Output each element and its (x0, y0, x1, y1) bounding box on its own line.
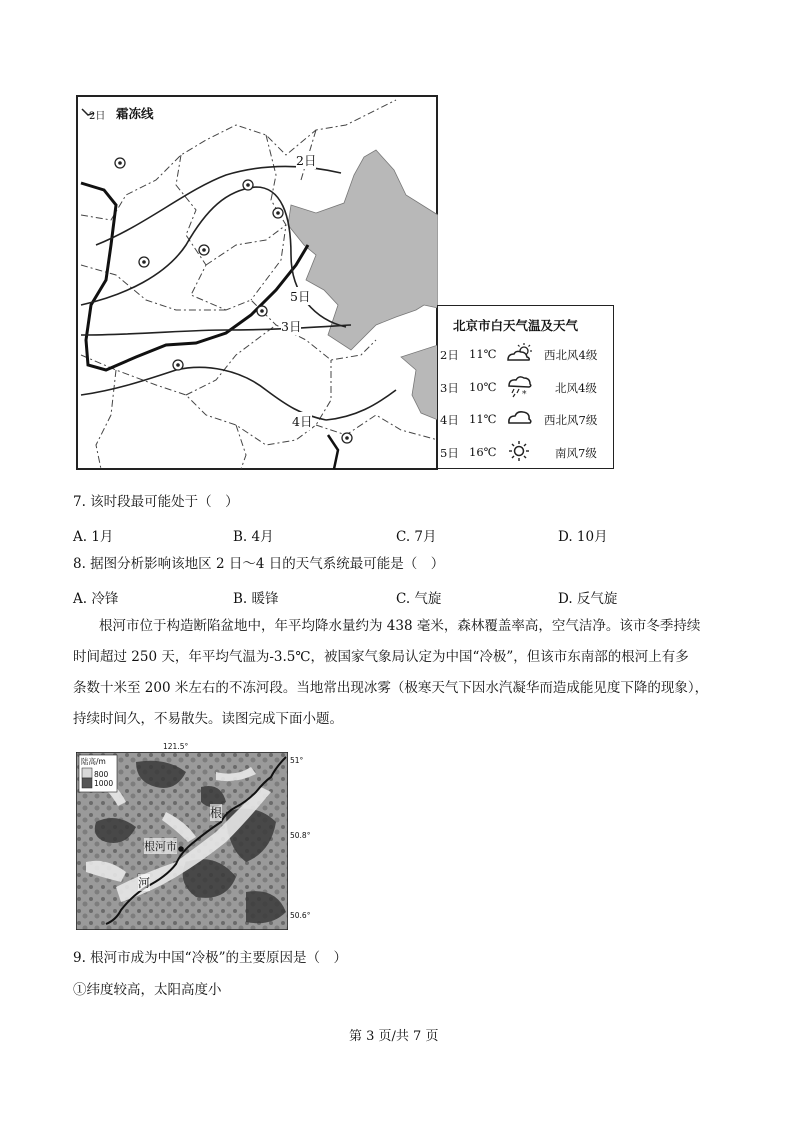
latitude-label-50-8: 50.8° (290, 831, 311, 840)
city-marker-icon (115, 158, 125, 168)
terrain-legend-1000: 1000 (94, 779, 114, 788)
weather-box-title: 北京市白天气温及天气 (453, 318, 579, 333)
passage-line: 条数十米至 200 米左右的不冻河段。当地常出现冰雾（极寒天气下因水汽凝华而造成能见度下降的现象）， (73, 680, 709, 696)
question-8-option-a[interactable]: A. 冷锋 (73, 591, 119, 607)
latitude-label-51: 51° (290, 756, 304, 765)
weather-day: 3日 (440, 381, 459, 395)
place-label-he: 河 (138, 876, 151, 890)
frost-line-label-5: 5日 (290, 289, 311, 304)
city-marker-icon (173, 360, 183, 370)
question-7-option-c[interactable]: C. 7月 (396, 529, 437, 545)
cloudy-icon (506, 408, 534, 426)
page-number: 第 3 页/共 7 页 (349, 1029, 439, 1044)
question-9-stem: 9. 根河市成为中国“冷极”的主要原因是（ ） (73, 950, 347, 966)
place-label-genhe-city: 根河市 (144, 840, 177, 853)
partly-cloudy-icon (506, 343, 534, 363)
frost-line-legend-label: 霜冻线 (116, 106, 154, 121)
frost-line-map (76, 95, 438, 470)
weather-day: 2日 (440, 348, 459, 362)
place-label-gen: 根 (210, 806, 223, 820)
frost-line-label-2: 2日 (296, 153, 317, 168)
longitude-label: 121.5° (163, 742, 189, 751)
city-marker-icon (139, 257, 149, 267)
weather-wind: 南风7级 (555, 446, 597, 460)
weather-wind: 西北风4级 (544, 348, 598, 362)
question-7-option-a[interactable]: A. 1月 (73, 529, 114, 545)
terrain-legend-800: 800 (94, 770, 109, 779)
weather-wind: 西北风7级 (544, 413, 598, 427)
city-marker-icon (273, 208, 283, 218)
frost-line-label-3: 3日 (281, 319, 302, 334)
weather-day: 4日 (440, 413, 459, 427)
terrain-legend-title: 陆高/m (81, 757, 106, 766)
passage-line: 时间超过 250 天，年平均气温为-3.5℃，被国家气象局认定为中国“冷极”，但该市东南部的根河上有多 (73, 649, 689, 665)
latitude-label-50-6: 50.6° (290, 911, 311, 920)
frost-line-map-svg (76, 95, 438, 470)
city-marker-icon (342, 433, 352, 443)
city-marker-icon (199, 245, 209, 255)
rain-snow-icon (506, 374, 534, 398)
question-8-option-d[interactable]: D. 反气旋 (558, 591, 618, 607)
question-7-stem: 7. 该时段最可能处于（ ） (73, 494, 239, 510)
svg-text:*: * (522, 390, 527, 398)
passage-line: 持续时间久，不易散失。读图完成下面小题。 (73, 711, 343, 727)
sunny-icon (508, 440, 530, 462)
question-7-option-b[interactable]: B. 4月 (233, 529, 274, 545)
weather-temp: 10℃ (469, 380, 497, 394)
frost-line-label-4: 4日 (292, 414, 313, 429)
question-9-item-1: ①纬度较高，太阳高度小 (73, 982, 222, 998)
question-8-stem: 8. 据图分析影响该地区 2 日～4 日的天气系统最可能是（ ） (73, 556, 445, 572)
frost-line-legend-key: 2日 (89, 111, 106, 122)
genhe-terrain-map (76, 752, 288, 930)
city-marker-icon (243, 180, 253, 190)
weather-temp: 11℃ (469, 347, 497, 361)
weather-temp: 11℃ (469, 412, 497, 426)
weather-temp: 16℃ (469, 445, 497, 459)
question-8-option-c[interactable]: C. 气旋 (396, 591, 442, 607)
question-7-option-d[interactable]: D. 10月 (558, 529, 608, 545)
weather-day: 5日 (440, 446, 459, 460)
passage-line: 根河市位于构造断陷盆地中，年平均降水量约为 438 毫米，森林覆盖率高，空气洁净。该市冬季持续 (99, 618, 701, 634)
weather-wind: 北风4级 (555, 381, 597, 395)
question-8-option-b[interactable]: B. 暖锋 (233, 591, 279, 607)
city-marker-icon (257, 306, 267, 316)
genhe-city-dot (178, 846, 184, 852)
